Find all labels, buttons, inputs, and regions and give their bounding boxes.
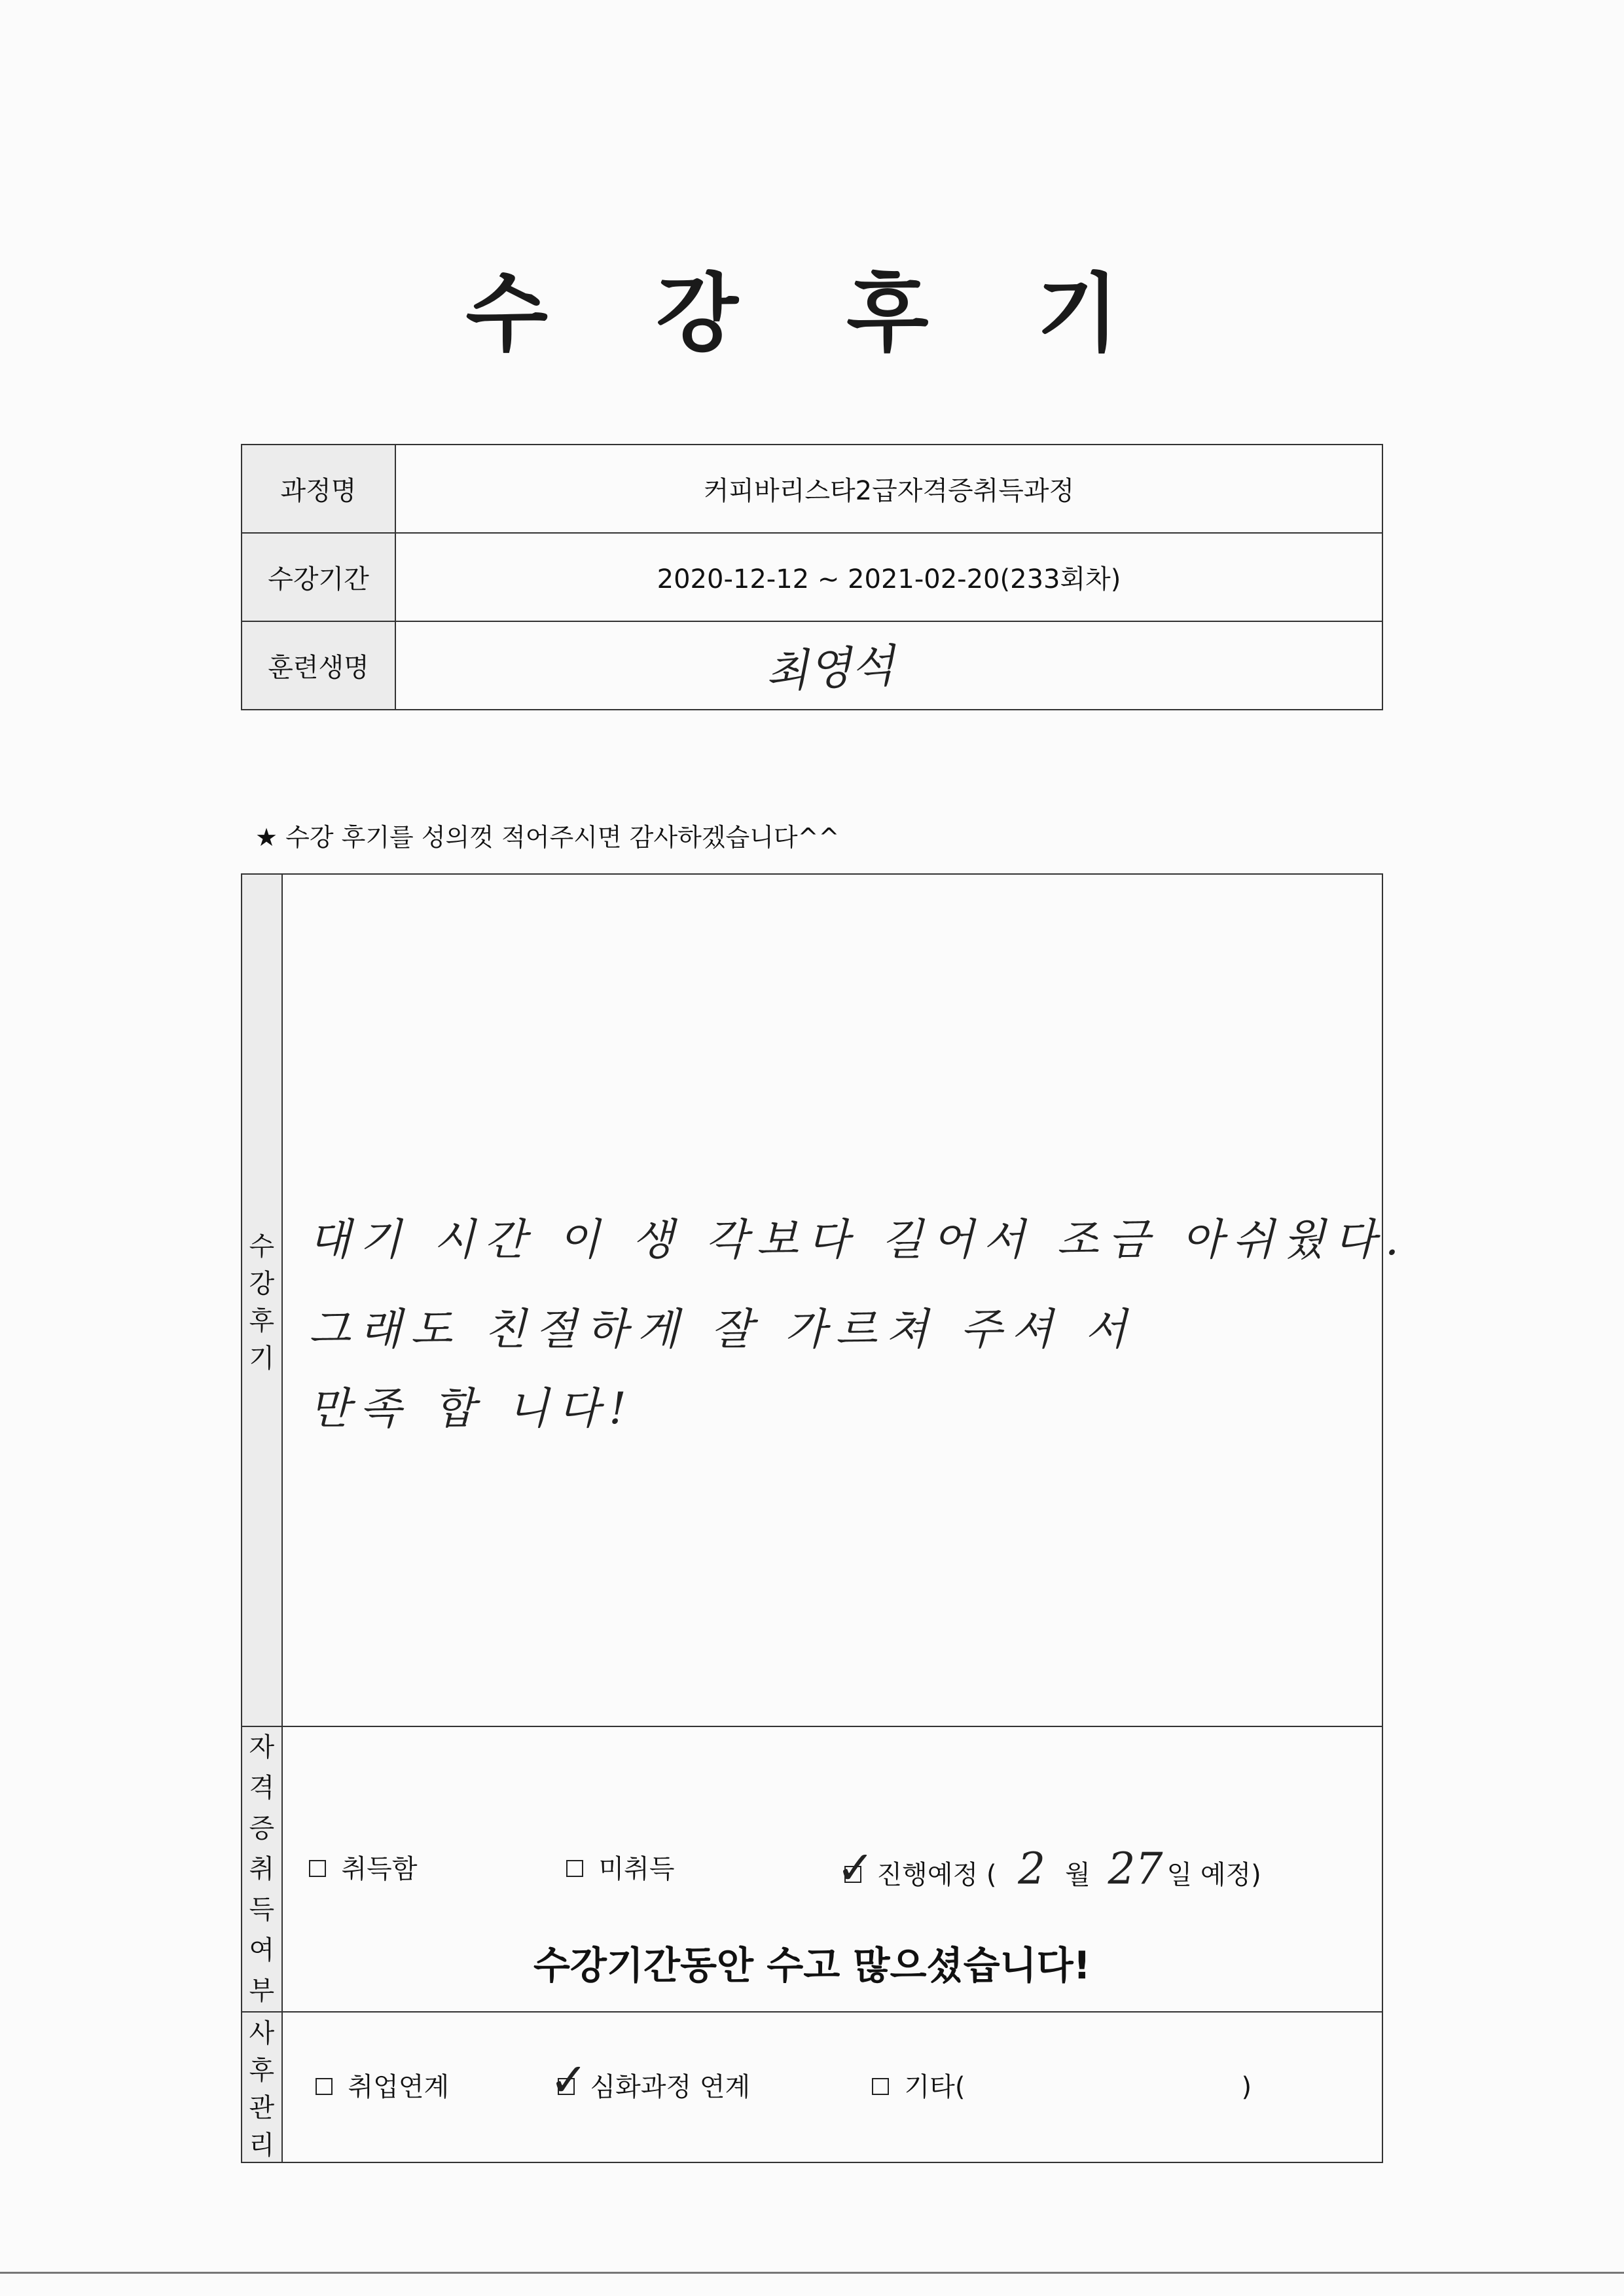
- followup-row: [242, 2012, 1382, 2162]
- certificate-label-line2: 취득여부: [249, 1854, 275, 2006]
- review-line: 대기 시간 이 생 각보다 길어서 조금 아쉬웠다.: [308, 1214, 1408, 1265]
- option-employment[interactable]: [316, 2049, 450, 2126]
- footer-message: 수강기간동안 수고 많으셨습니다!: [533, 1943, 1091, 1988]
- option-acquired[interactable]: [309, 1827, 418, 1911]
- option-in-progress-label: 진행예정 (: [876, 1860, 997, 1890]
- period-label: 수강기간: [242, 533, 395, 621]
- checkbox-icon[interactable]: [872, 2078, 889, 2095]
- checked-checkbox-icon[interactable]: [549, 2053, 588, 2107]
- trainee-row: [242, 621, 1382, 710]
- review-line: 그래도 친절하게 잘 가르쳐 주셔 서: [308, 1303, 1136, 1355]
- checkmark-icon: ✓: [549, 2053, 588, 2107]
- option-other-close: ): [1241, 2072, 1252, 2102]
- period-value: 2020-12-12 ~ 2021-02-20(233회차): [395, 533, 1382, 621]
- option-other[interactable]: [872, 2049, 965, 2126]
- page-title: 수 강 후 기: [465, 264, 1159, 363]
- review-line: 만족 합 니다!: [308, 1383, 636, 1434]
- course-label: 과정명: [242, 445, 395, 533]
- certificate-label-line1: 자격증: [249, 1732, 275, 1844]
- followup-options: [282, 2012, 1382, 2162]
- option-in-progress[interactable]: [836, 1827, 1261, 1911]
- option-not-acquired-label: 미취득: [598, 1854, 675, 1884]
- checkmark-icon: ✓: [836, 1841, 875, 1895]
- checkbox-icon[interactable]: [309, 1860, 326, 1877]
- month-value: 2: [1018, 1844, 1046, 1894]
- notice-text: ★ 수강 후기를 성의껏 적어주시면 감사하겠습니다^^: [255, 823, 840, 852]
- option-advanced-label: 심화과정 연계: [590, 2072, 751, 2102]
- day-unit: 일 예정): [1166, 1860, 1261, 1890]
- month-unit: 월: [1065, 1860, 1091, 1890]
- option-other-label: 기타(: [904, 2072, 965, 2102]
- option-acquired-label: 취득함: [341, 1854, 418, 1884]
- scan-edge-line: [0, 2272, 1624, 2274]
- checkbox-icon[interactable]: [566, 1860, 583, 1877]
- checked-checkbox-icon[interactable]: [836, 1841, 875, 1895]
- trainee-signature-cell: [395, 621, 1382, 710]
- option-not-acquired[interactable]: [566, 1827, 675, 1911]
- trainee-signature: 최영석: [764, 640, 896, 699]
- trainee-label: 훈련생명: [242, 621, 395, 710]
- course-row: [242, 445, 1382, 533]
- option-advanced[interactable]: [549, 2049, 751, 2126]
- option-employment-label: 취업연계: [348, 2072, 450, 2102]
- day-value: 27: [1108, 1844, 1163, 1894]
- followup-label: 사후관리: [242, 2012, 282, 2162]
- course-value: 커피바리스타2급자격증취득과정: [395, 445, 1382, 533]
- course-info-table: [241, 444, 1383, 710]
- review-row: [242, 874, 1382, 1726]
- period-row: [242, 533, 1382, 621]
- checkbox-icon[interactable]: [316, 2078, 333, 2095]
- review-label: 수강후기: [242, 874, 282, 1726]
- review-text-area[interactable]: [282, 874, 1408, 1726]
